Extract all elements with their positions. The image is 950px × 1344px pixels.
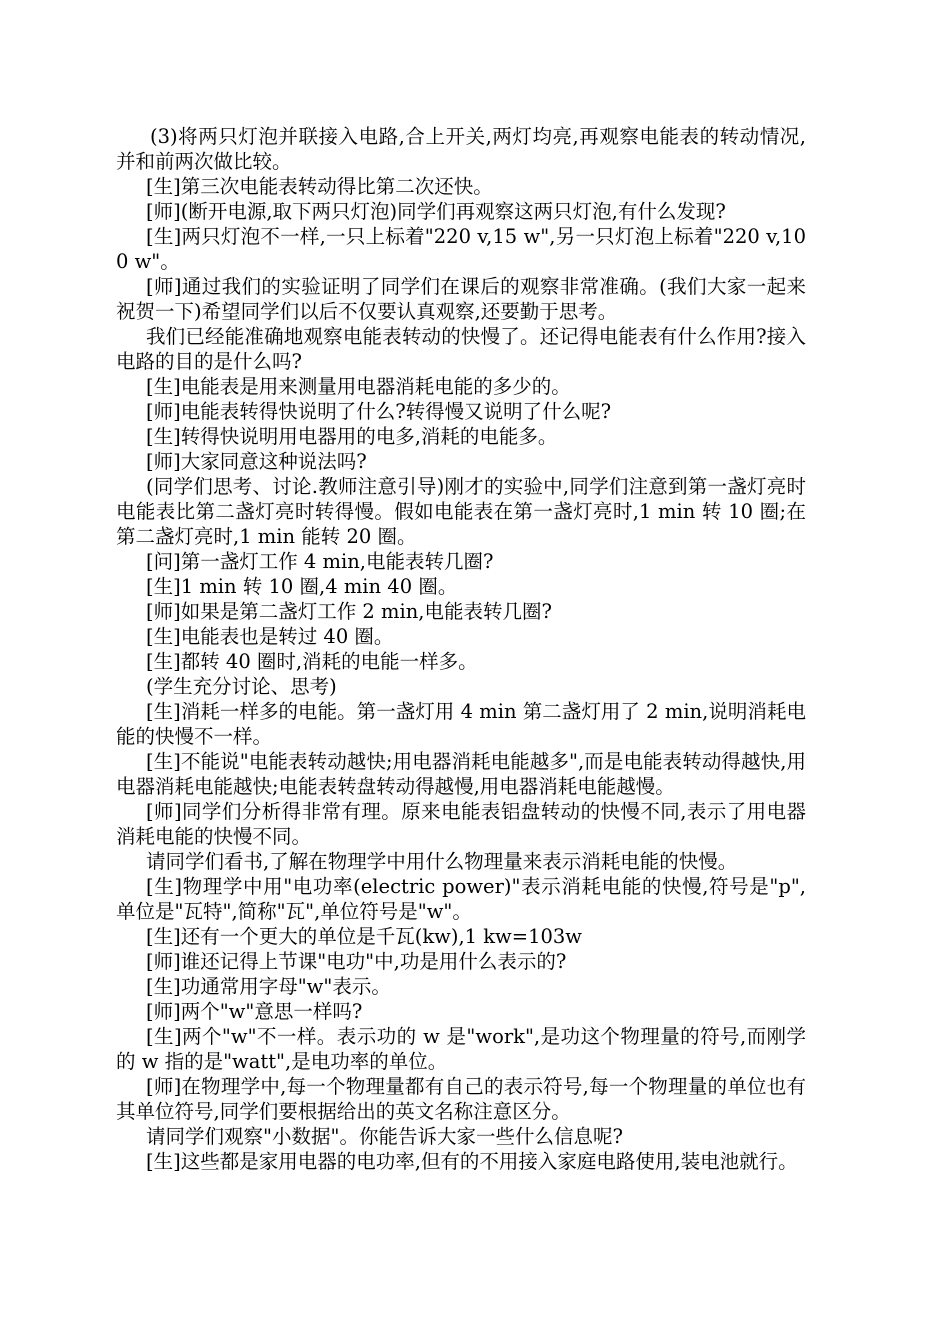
paragraph-2: [生]第三次电能表转动得比第二次还快。 [146, 175, 493, 198]
paragraph-1: (3)将两只灯泡并联接入电路,合上开关,两灯均亮,再观察电能表的转动情况,并和前两次做比较。 [116, 125, 806, 173]
paragraph-30: [生]这些都是家用电器的电功率,但有的不用接入家庭电路使用,装电池就行。 [146, 1150, 798, 1173]
paragraph-8: [师]电能表转得快说明了什么?转得慢又说明了什么呢? [146, 400, 612, 423]
paragraph-28: [师]在物理学中,每一个物理量都有自己的表示符号,每一个物理量的单位也有其单位符号,同学们要根据给出的英文名称注意区分。 [116, 1075, 806, 1123]
paragraph-13: [生]1 min 转 10 圈,4 min 40 圈。 [146, 575, 458, 598]
paragraph-18: [生]消耗一样多的电能。第一盏灯用 4 min 第二盏灯用了 2 min,说明消耗电能的快慢不一样。 [116, 700, 806, 748]
paragraph-6: 我们已经能准确地观察电能表转动的快慢了。还记得电能表有什么作用?接入电路的目的是什么吗? [116, 325, 806, 373]
paragraph-10: [师]大家同意这种说法吗? [146, 450, 367, 473]
paragraph-16: [生]都转 40 圈时,消耗的电能一样多。 [146, 650, 478, 673]
paragraph-25: [生]功通常用字母"w"表示。 [146, 975, 391, 998]
document-body [116, 124, 806, 1174]
paragraph-23: [生]还有一个更大的单位是千瓦(kw),1 kw=103w [146, 925, 582, 948]
paragraph-3: [师](断开电源,取下两只灯泡)同学们再观察这两只灯泡,有什么发现? [146, 200, 726, 223]
paragraph-11: (同学们思考、讨论.教师注意引导)刚才的实验中,同学们注意到第一盏灯亮时电能表比第二盏灯亮时转得慢。假如电能表在第一盏灯亮时,1 min 转 10 圈;在第二盏灯亮时,1 min 能转 20 圈。 [116, 475, 806, 548]
paragraph-4: [生]两只灯泡不一样,一只上标着"220 v,15 w",另一只灯泡上标着"220 v,100 w"。 [116, 225, 806, 273]
paragraph-26: [师]两个"w"意思一样吗? [146, 1000, 363, 1023]
paragraph-15: [生]电能表也是转过 40 圈。 [146, 625, 394, 648]
paragraph-22: [生]物理学中用"电功率(electric power)"表示消耗电能的快慢,符号是"p",单位是"瓦特",简称"瓦",单位符号是"w"。 [116, 875, 806, 923]
paragraph-24: [师]谁还记得上节课"电功"中,功是用什么表示的? [146, 950, 567, 973]
paragraph-19: [生]不能说"电能表转动越快;用电器消耗电能越多",而是电能表转动得越快,用电器消耗电能越快;电能表转盘转动得越慢,用电器消耗电能越慢。 [116, 750, 806, 798]
paragraph-5: [师]通过我们的实验证明了同学们在课后的观察非常准确。(我们大家一起来祝贺一下)希望同学们以后不仅要认真观察,还要勤于思考。 [116, 275, 806, 323]
paragraph-12: [问]第一盏灯工作 4 min,电能表转几圈? [146, 550, 494, 573]
paragraph-27: [生]两个"w"不一样。表示功的 w 是"work",是功这个物理量的符号,而刚学的 w 指的是"watt",是电功率的单位。 [116, 1025, 806, 1073]
paragraph-21: 请同学们看书,了解在物理学中用什么物理量来表示消耗电能的快慢。 [146, 850, 738, 873]
paragraph-20: [师]同学们分析得非常有理。原来电能表铝盘转动的快慢不同,表示了用电器消耗电能的快慢不同。 [116, 800, 806, 848]
paragraph-9: [生]转得快说明用电器用的电多,消耗的电能多。 [146, 425, 558, 448]
paragraph-17: (学生充分讨论、思考) [146, 675, 337, 698]
paragraph-14: [师]如果是第二盏灯工作 2 min,电能表转几圈? [146, 600, 552, 623]
paragraph-7: [生]电能表是用来测量用电器消耗电能的多少的。 [146, 375, 571, 398]
paragraph-29: 请同学们观察"小数据"。你能告诉大家一些什么信息呢? [146, 1125, 623, 1148]
